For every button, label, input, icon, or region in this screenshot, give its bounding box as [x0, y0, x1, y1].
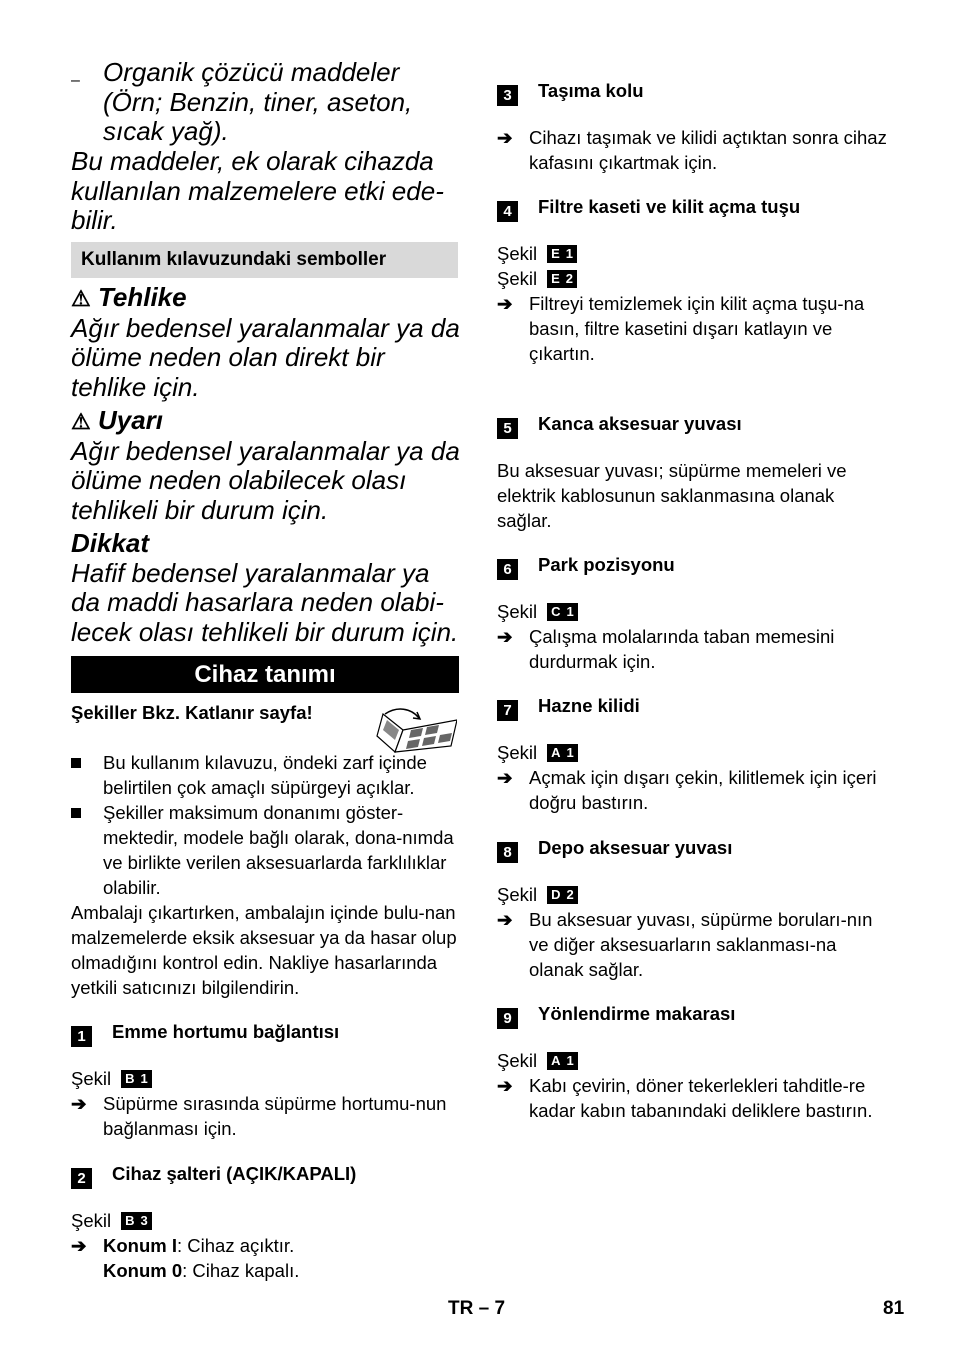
warning-title: Uyarı	[97, 405, 164, 435]
figure-reference: Şekil B 1	[71, 1066, 152, 1091]
symbols-heading: Kullanım kılavuzundaki semboller	[71, 242, 458, 278]
footer-page-label: TR – 7	[448, 1298, 506, 1319]
instruction: ➔ Süpürme sırasında süpürme hortumu-nun bağlanması için.	[71, 1093, 447, 1139]
instruction: ➔ Konum I: Cihaz açıktır. Konum 0: Cihaz kapalı.	[71, 1235, 300, 1281]
arrow-icon: ➔	[71, 1093, 87, 1114]
item-3-heading	[497, 78, 644, 106]
instruction: ➔ Filtreyi temizlemek için kilit açma tuşu-na basın, filtre kasetini dışarı katlayın ve çıkartın.	[497, 293, 865, 364]
instruction: ➔ Cihazı taşımak ve kilidi açtıktan sonra cihaz kafasını çıkartmak için.	[497, 127, 887, 173]
arrow-icon: ➔	[497, 626, 513, 647]
instruction: ➔ Açmak için dışarı çekin, kilitlemek için içeri doğru bastırın.	[497, 767, 877, 813]
item-number: 8	[497, 842, 518, 863]
item-5-heading	[497, 411, 742, 439]
instruction: ➔ Çalışma molalarında taban memesini durdurmak için.	[497, 626, 835, 672]
danger-title: Tehlike	[97, 282, 187, 312]
item-number: 6	[497, 559, 518, 580]
item-title: Kanca aksesuar yuvası	[538, 413, 742, 434]
item-number: 1	[71, 1026, 92, 1047]
dash-marker: –	[71, 72, 80, 89]
caution-title: Dikkat	[71, 528, 150, 558]
item-number: 5	[497, 418, 518, 439]
bullet-square-icon	[71, 808, 81, 818]
instruction: ➔ Bu aksesuar yuvası, süpürme boruları-nın ve diğer aksesuarların saklanması-na olanak sağlar.	[497, 909, 873, 980]
item-7-heading	[497, 693, 640, 721]
figure-reference: Şekil C 1	[497, 599, 578, 624]
item-title: Filtre kaseti ve kilit açma tuşu	[538, 196, 801, 217]
figure-reference: Şekil A 1	[497, 740, 578, 765]
item-8-heading	[497, 835, 732, 863]
arrow-icon: ➔	[497, 127, 513, 148]
danger-block	[71, 283, 461, 402]
item-title: Cihaz şalteri (AÇIK/KAPALI)	[112, 1163, 357, 1184]
arrow-icon: ➔	[497, 1075, 513, 1096]
packaging-text: Ambalajı çıkartırken, ambalajın içinde bulu-nan malzemelerde eksik aksesuar ya da hasar olup olmadığını kontrol edin. Nakliye hasarlarında yetkili satıcınızı bilgilendirin.	[71, 902, 457, 998]
item-1-heading	[71, 1019, 339, 1047]
figure-reference: Şekil E 2	[497, 266, 577, 291]
item-title: Park pozisyonu	[538, 554, 675, 575]
intro-text: Bu maddeler, ek olarak cihazda kullanılan malzemelere etki ede-bilir.	[71, 146, 444, 235]
warning-text: Ağır bedensel yaralanmalar ya da ölüme neden olabilecek olası tehlikeli bir durum için.	[71, 435, 460, 525]
figure-badge: C 1	[547, 603, 578, 621]
figure-reference: Şekil D 2	[497, 882, 578, 907]
arrow-icon: ➔	[497, 909, 513, 930]
item-title: Taşıma kolu	[538, 80, 644, 101]
figure-badge: A 1	[547, 1052, 578, 1070]
danger-text: Ağır bedensel yaralanmalar ya da ölüme neden olan direkt bir tehlike için.	[71, 312, 460, 402]
list-item: Şekiller maksimum donanımı göster-mektedir, modele bağlı olarak, dona-nımda ve birlikte verilen aksesuarlarda farklılıklar olabilir.	[71, 800, 459, 900]
item-number: 2	[71, 1168, 92, 1189]
caution-text: Hafif bedensel yaralanmalar ya da maddi hasarlara neden olabi-lecek olası tehlikeli bir durum için.	[71, 557, 459, 647]
warning-icon: ⚠	[71, 409, 91, 434]
intro-dash-text: Organik çözücü maddeler (Örn; Benzin, tiner, aseton, sıcak yağ).	[103, 57, 413, 146]
caution-block	[71, 529, 463, 647]
item-number: 7	[497, 700, 518, 721]
warning-block	[71, 406, 461, 525]
item-title: Depo aksesuar yuvası	[538, 837, 733, 858]
warning-icon: ⚠	[71, 286, 91, 311]
item-number: 3	[497, 85, 518, 106]
page-number: 81	[883, 1298, 905, 1319]
instruction: ➔ Kabı çevirin, döner tekerlekleri tahditle-re kadar kabın tabanındaki deliklere bastırın.	[497, 1075, 873, 1121]
arrow-icon: ➔	[497, 293, 513, 314]
item-number: 9	[497, 1008, 518, 1029]
device-heading: Cihaz tanımı	[71, 656, 459, 693]
figure-reference: Şekil E 1	[497, 241, 577, 266]
item-5-text: Bu aksesuar yuvası; süpürme memeleri ve elektrik kablosunun saklanmasına olanak sağlar.	[497, 460, 847, 531]
intro-dash-item	[71, 58, 461, 147]
item-4-heading	[497, 194, 800, 222]
figure-badge: B 3	[121, 1212, 152, 1230]
figure-badge: D 2	[547, 886, 578, 904]
figure-badge: B 1	[121, 1070, 152, 1088]
item-title: Yönlendirme makarası	[538, 1003, 736, 1024]
figure-reference: Şekil A 1	[497, 1048, 578, 1073]
item-title: Hazne kilidi	[538, 695, 640, 716]
item-9-heading	[497, 1001, 735, 1029]
figures-note: Şekiller Bkz. Katlanır sayfa!	[71, 702, 313, 723]
item-2-heading	[71, 1161, 356, 1189]
figure-badge: A 1	[547, 744, 578, 762]
arrow-icon: ➔	[497, 767, 513, 788]
figure-badge: E 1	[547, 245, 577, 263]
list-item: Bu kullanım kılavuzu, öndeki zarf içinde belirtilen çok amaçlı süpürgeyi açıklar.	[71, 750, 459, 800]
item-6-heading	[497, 552, 675, 580]
bullet-square-icon	[71, 758, 81, 768]
figure-reference: Şekil B 3	[71, 1208, 152, 1233]
item-number: 4	[497, 201, 518, 222]
figure-badge: E 2	[547, 270, 577, 288]
bullet-list	[71, 750, 459, 900]
item-title: Emme hortumu bağlantısı	[112, 1021, 340, 1042]
arrow-icon: ➔	[71, 1235, 87, 1256]
